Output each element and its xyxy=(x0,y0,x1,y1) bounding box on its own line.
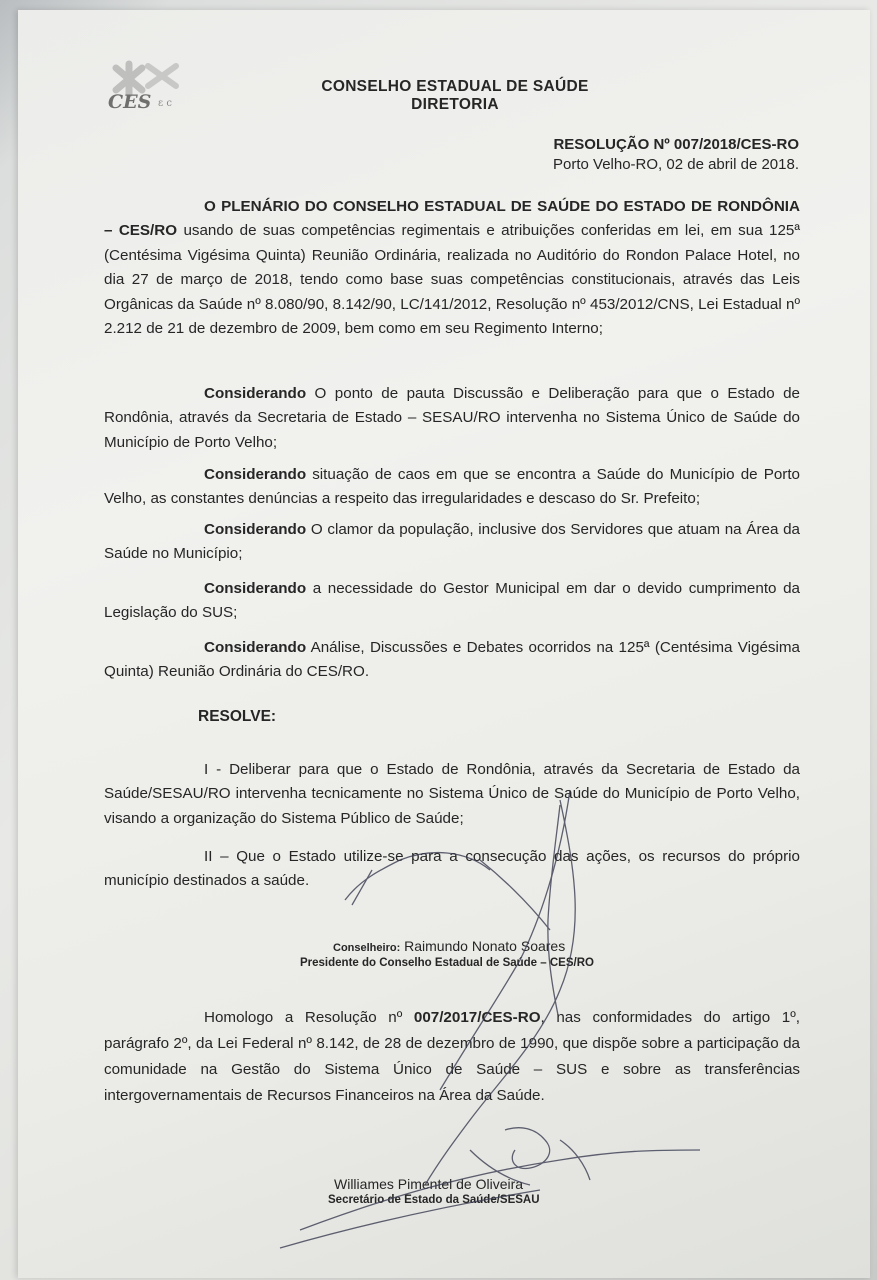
considerando-label: Considerando xyxy=(204,521,307,538)
considerando-label: Considerando xyxy=(204,466,307,483)
department-name: DIRETORIA xyxy=(411,96,499,113)
signatory-1-name: Conselheiro: Raimundo Nonato Soares xyxy=(333,938,566,954)
signatory-2-name: Williames Pimentel de Oliveira xyxy=(334,1176,524,1192)
intro-text: usando de suas competências regimentais e atribuições conferidas em lei, em sua 125ª (Centésima Vigésima Quinta) Reunião Ordinária, realizada no Auditório do Rondon Palace Hotel, no dia 27 de março de 2018, tendo como base suas competências constitucionais, através das Leis Orgânicas da Saúde nº 8.080/90, 8.142/90, LC/141/2012, Resolução nº 453/2012/CNS, Lei Estadual nº 2.212 de 21 de dezembro de 2009, bem como em seu Regimento Interno; xyxy=(104,222,800,338)
considerando-4: Considerando a necessidade do Gestor Municipal em dar o devido cumprimento da Legislação do SUS; xyxy=(104,580,800,622)
org-name: CONSELHO ESTADUAL DE SAÚDE xyxy=(321,78,589,95)
homologation-paragraph: Homologo a Resolução nº 007/2017/CES-RO, nas conformidades do artigo 1º, parágrafo 2º, da Lei Federal nº 8.142, de 28 de dezembro de 1990, que dispõe sobre a participação da comunidade na Gestão do Sistema Único de Saúde – SUS e sobre as transferências intergovernamentais de Recursos Financeiros na Área da Saúde. xyxy=(104,1009,800,1104)
resolution-number: RESOLUÇÃO Nº 007/2018/CES-RO xyxy=(553,136,799,153)
intro-paragraph xyxy=(104,195,800,341)
considerando-label: Considerando xyxy=(204,639,307,656)
svg-text:ε c: ε c xyxy=(158,98,172,109)
considerando-1: Considerando O ponto de pauta Discussão e Deliberação para que o Estado de Rondônia, através da Secretaria de Estado – SESAU/RO intervenha no Sistema Único de Saúde do Município de Porto Velho; xyxy=(104,385,800,451)
signatory-2-role: Secretário de Estado da Saúde/SESAU xyxy=(328,1194,540,1206)
considerando-label: Considerando xyxy=(204,580,307,597)
considerando-5: Considerando Análise, Discussões e Debates ocorridos na 125ª (Centésima Vigésima Quinta) Reunião Ordinária do CES/RO. xyxy=(104,639,800,681)
considerando-3: Considerando O clamor da população, inclusive dos Servidores que atuam na Área da Saúde no Município; xyxy=(104,521,800,563)
svg-text:CES: CES xyxy=(108,91,152,113)
signatory-1-prefix: Conselheiro: xyxy=(333,942,401,954)
resolve-item-2: II – Que o Estado utilize-se para a consecução das ações, os recursos do próprio município destinados a saúde. xyxy=(104,848,800,890)
signatory-1-role: Presidente do Conselho Estadual de Saúde – CES/RO xyxy=(300,957,594,969)
resolve-item-1: I - Deliberar para que o Estado de Rondônia, através da Secretaria de Estado da Saúde/SESAU/RO intervenha tecnicamente no Sistema Único de Saúde do Município de Porto Velho, visando a organização do Sistema Público de Saúde; xyxy=(104,761,800,827)
considerando-label: Considerando xyxy=(204,385,307,402)
considerando-2: Considerando situação de caos em que se encontra a Saúde do Município de Porto Velho, as constantes denúncias a respeito das irregularidades e descaso do Sr. Prefeito; xyxy=(104,466,800,508)
homologation-resolution-ref: 007/2017/CES-RO xyxy=(413,1009,541,1026)
resolution-place-date: Porto Velho-RO, 02 de abril de 2018. xyxy=(553,156,799,173)
ces-logo xyxy=(104,60,194,120)
intro-bold: O PLENÁRIO DO CONSELHO ESTADUAL DE SAÚDE DO ESTADO DE RONDÔNIA – CES/RO xyxy=(104,198,800,240)
resolve-heading: RESOLVE: xyxy=(198,708,277,725)
